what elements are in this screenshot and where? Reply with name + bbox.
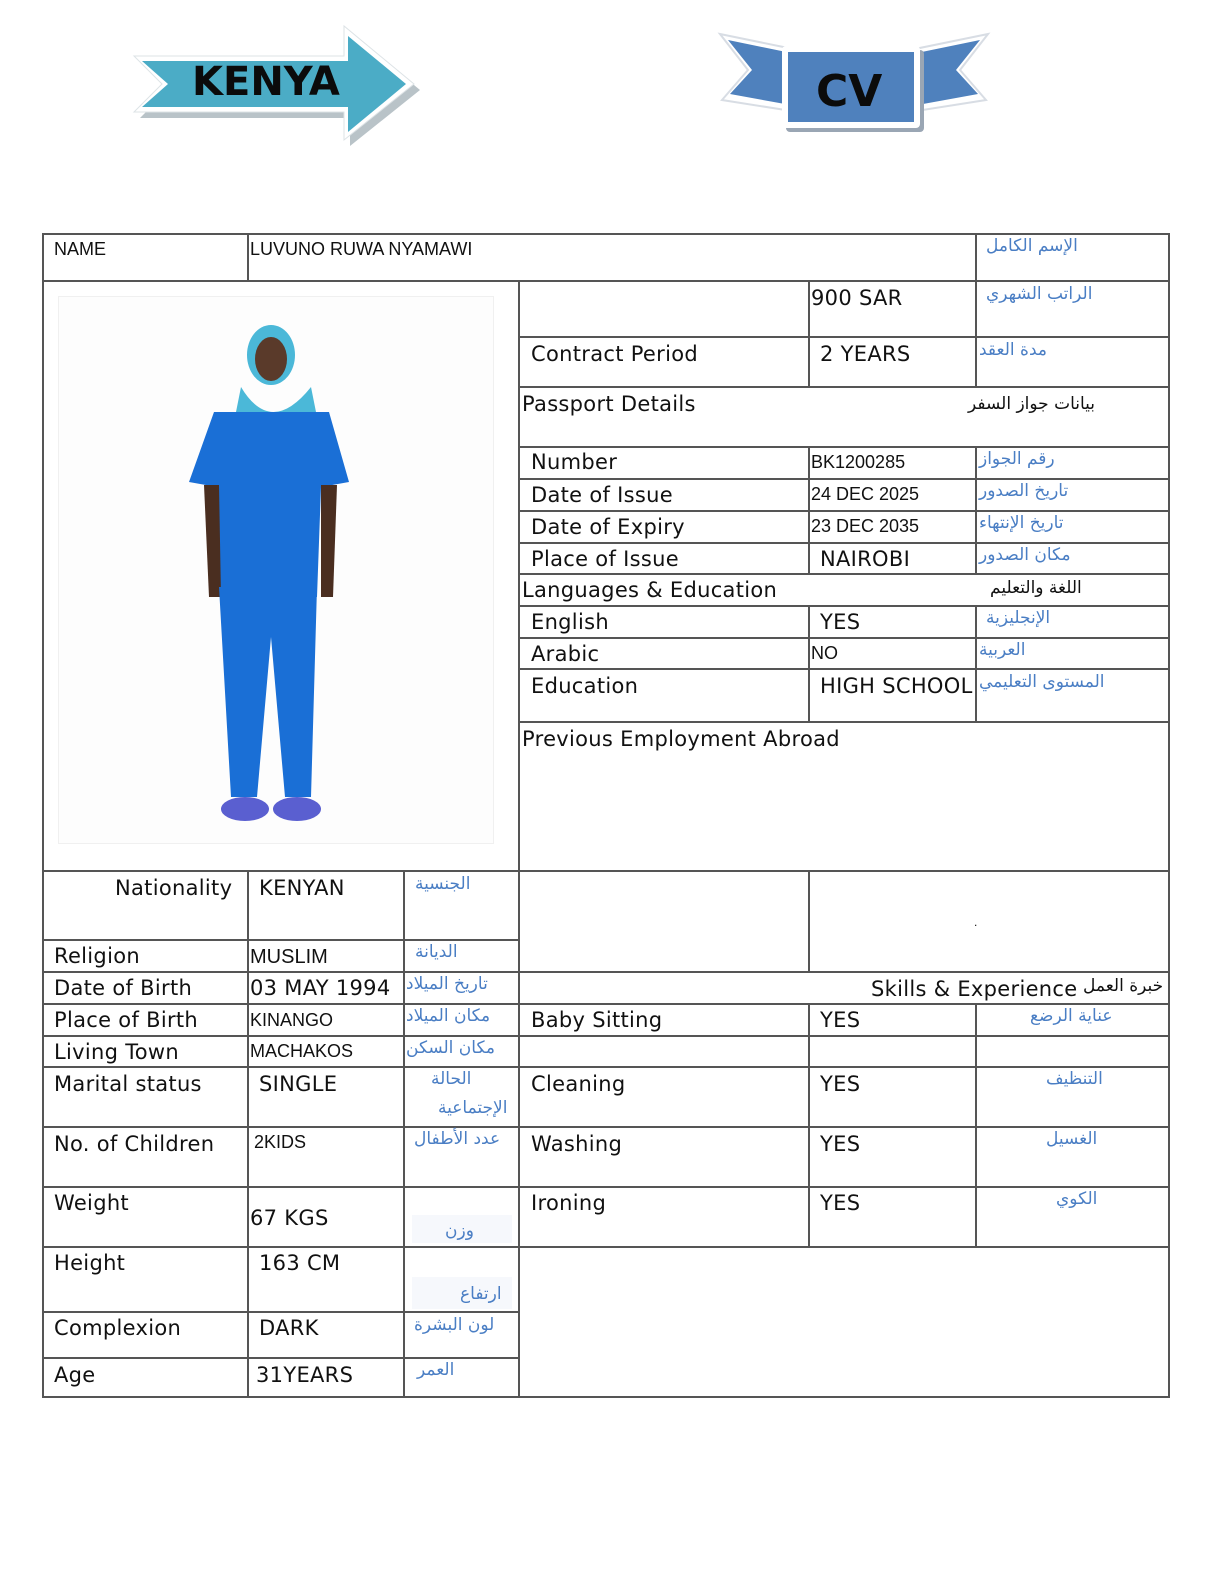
- salary-label-ar: الراتب الشهري: [986, 284, 1093, 304]
- religion-value: MUSLIM: [250, 946, 328, 968]
- arabic-label: Arabic: [531, 642, 600, 666]
- weight-value: 67 KGS: [250, 1206, 329, 1230]
- cv-ribbon-banner: [712, 26, 996, 136]
- washing-value: YES: [820, 1132, 861, 1156]
- english-label-ar: الإنجليزية: [986, 608, 1051, 628]
- height-label: Height: [54, 1251, 126, 1275]
- marital-status-label-ar-2: الإجتماعية: [438, 1098, 508, 1118]
- contract-value: 2 YEARS: [820, 342, 911, 366]
- passport-number-label-ar: رقم الجواز: [979, 449, 1055, 469]
- complexion-value: DARK: [259, 1316, 319, 1340]
- issue-date-value: 24 DEC 2025: [811, 484, 920, 504]
- height-label-ar: ارتفاع: [460, 1284, 502, 1304]
- living-town-label: Living Town: [54, 1040, 180, 1064]
- children-label-ar: عدد الأطفال: [414, 1129, 501, 1149]
- living-town-value: MACHAKOS: [250, 1041, 354, 1061]
- english-label: English: [531, 610, 609, 634]
- weight-label-ar: وزن: [445, 1221, 474, 1241]
- living-town-label-ar: مكان السكن: [406, 1038, 495, 1058]
- place-of-birth-label: Place of Birth: [54, 1008, 199, 1032]
- baby-sitting-label: Baby Sitting: [531, 1008, 663, 1032]
- english-value: YES: [820, 610, 861, 634]
- religion-label-ar: الديانة: [415, 942, 458, 962]
- ironing-value: YES: [820, 1191, 861, 1215]
- languages-title: Languages & Education: [522, 578, 778, 602]
- passport-number-label: Number: [531, 450, 618, 474]
- children-label: No. of Children: [54, 1132, 215, 1156]
- expiry-date-value: 23 DEC 2035: [811, 516, 920, 536]
- religion-label: Religion: [54, 944, 140, 968]
- ironing-label-ar: الكوي: [1056, 1189, 1098, 1209]
- place-of-birth-label-ar: مكان الميلاد: [406, 1006, 491, 1026]
- name-label-ar: الإسم الكامل: [986, 236, 1078, 256]
- nationality-label: Nationality: [115, 876, 233, 900]
- arabic-value: NO: [811, 643, 838, 663]
- issue-date-label: Date of Issue: [531, 483, 673, 507]
- education-label-ar: المستوى التعليمي: [979, 672, 1105, 692]
- place-of-issue-value: NAIROBI: [820, 547, 911, 571]
- age-label-ar: العمر: [417, 1360, 455, 1380]
- salary-value: 900 SAR: [811, 286, 903, 310]
- candidate-photo: [58, 296, 494, 844]
- contract-label: Contract Period: [531, 342, 698, 366]
- passport-title: Passport Details: [522, 392, 696, 416]
- education-label: Education: [531, 674, 639, 698]
- name-value: LUVUNO RUWA NYAMAWI: [250, 239, 473, 259]
- issue-date-label-ar: تاريخ الصدور: [979, 481, 1069, 501]
- education-value: HIGH SCHOOL: [820, 674, 973, 698]
- marital-status-label-ar: الحالة: [431, 1069, 472, 1089]
- contract-label-ar: مدة العقد: [979, 340, 1047, 360]
- previous-employment-title: Previous Employment Abroad: [522, 727, 840, 751]
- place-of-issue-label: Place of Issue: [531, 547, 679, 571]
- passport-title-ar: بيانات جواز السفر: [968, 394, 1096, 414]
- place-of-issue-label-ar: مكان الصدور: [979, 545, 1071, 565]
- height-value: 163 CM: [259, 1251, 341, 1275]
- marital-status-label: Marital status: [54, 1072, 202, 1096]
- age-value: 31YEARS: [256, 1363, 354, 1387]
- age-label: Age: [54, 1363, 96, 1387]
- nationality-value: KENYAN: [259, 876, 345, 900]
- baby-sitting-value: YES: [820, 1008, 861, 1032]
- cleaning-value: YES: [820, 1072, 861, 1096]
- washing-label: Washing: [531, 1132, 623, 1156]
- name-label: NAME: [54, 239, 107, 259]
- weight-label: Weight: [54, 1191, 129, 1215]
- country-banner-text: KENYA: [192, 59, 340, 105]
- person-silhouette-icon: [59, 297, 495, 845]
- kenya-arrow-banner: [128, 24, 424, 150]
- ironing-label: Ironing: [531, 1191, 607, 1215]
- dob-value: 03 MAY 1994: [250, 976, 391, 1000]
- passport-number-value: BK1200285: [811, 452, 906, 472]
- dob-label-ar: تاريخ الميلاد: [406, 974, 488, 994]
- cleaning-label-ar: التنظيف: [1046, 1069, 1103, 1089]
- cv-banner-text: CV: [816, 66, 883, 117]
- previous-employment-dot: .: [974, 915, 978, 929]
- washing-label-ar: الغسيل: [1046, 1129, 1098, 1149]
- marital-status-value: SINGLE: [259, 1072, 338, 1096]
- languages-title-ar: اللغة والتعليم: [990, 578, 1082, 598]
- expiry-date-label-ar: تاريخ الإنتهاء: [979, 513, 1064, 533]
- skills-title-ar: خبرة العمل: [1083, 976, 1164, 996]
- complexion-label-ar: لون البشرة: [414, 1315, 495, 1335]
- expiry-date-label: Date of Expiry: [531, 515, 685, 539]
- nationality-label-ar: الجنسية: [415, 874, 471, 894]
- arabic-label-ar: العربية: [979, 640, 1026, 660]
- place-of-birth-value: KINANGO: [250, 1010, 334, 1030]
- cleaning-label: Cleaning: [531, 1072, 626, 1096]
- baby-sitting-label-ar: عناية الرضع: [1030, 1006, 1113, 1026]
- children-value: 2KIDS: [254, 1132, 307, 1152]
- skills-title: Skills & Experience: [871, 977, 1078, 1001]
- dob-label: Date of Birth: [54, 976, 193, 1000]
- complexion-label: Complexion: [54, 1316, 182, 1340]
